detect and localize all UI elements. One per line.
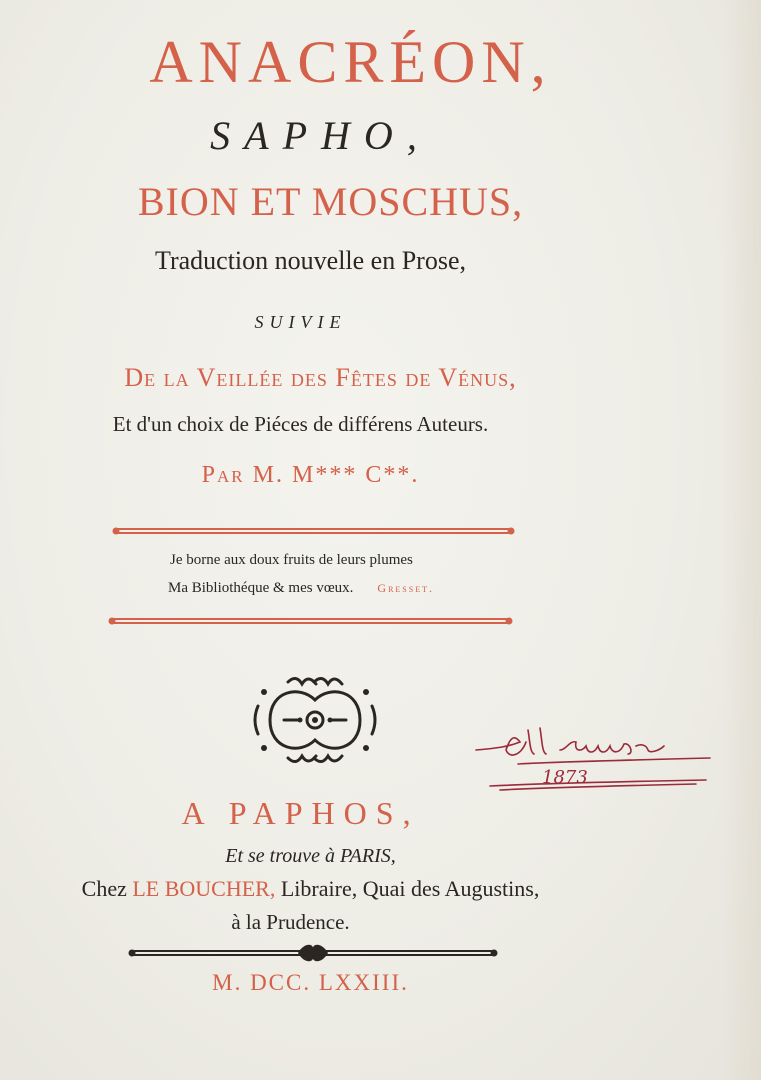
epigraph-line-2-text: Ma Bibliothéque & mes vœux. xyxy=(168,580,354,596)
epigraph-line-1: Je borne aux doux fruits de leurs plumes xyxy=(170,552,413,568)
title-anacreon: ANACRÉON, xyxy=(149,29,552,95)
subtitle-veillee: De la Veillée des Fêtes de Vénus, xyxy=(124,363,517,392)
imprint-trouve-paris: Et se trouve à PARIS, xyxy=(225,845,396,867)
subtitle-traduction: Traduction nouvelle en Prose, xyxy=(155,246,466,275)
signature-year: 1873 xyxy=(542,767,588,788)
imprint-place: A PAPHOS, xyxy=(181,795,420,831)
imprint-date: M. DCC. LXXIII. xyxy=(212,970,409,995)
imprint-publisher: LE BOUCHER, xyxy=(132,876,276,901)
page-edge-shade xyxy=(721,0,761,1080)
ornamental-rule-bottom xyxy=(108,614,513,628)
imprint-publisher-line xyxy=(0,876,691,902)
subtitle-choix-pieces: Et d'un choix de Piéces de différens Auteurs. xyxy=(112,412,489,436)
printers-ornament xyxy=(250,670,380,770)
ornamental-rule-imprint xyxy=(128,942,498,964)
ornamental-rule-top xyxy=(112,524,515,538)
epigraph-line-2 xyxy=(168,580,434,597)
imprint-libraire: Libraire, Quai des Augustins, xyxy=(280,876,540,901)
author-line: Par M. M*** C**. xyxy=(201,462,420,488)
title-sapho: SAPHO, xyxy=(210,113,431,158)
epigraph-author: Gresset. xyxy=(377,581,434,595)
imprint-chez: Chez xyxy=(81,876,127,901)
title-bion-et-moschus: BION ET MOSCHUS, xyxy=(137,179,524,224)
imprint-prudence: à la Prudence. xyxy=(231,910,350,934)
subtitle-suivie: SUIVIE xyxy=(254,312,347,332)
